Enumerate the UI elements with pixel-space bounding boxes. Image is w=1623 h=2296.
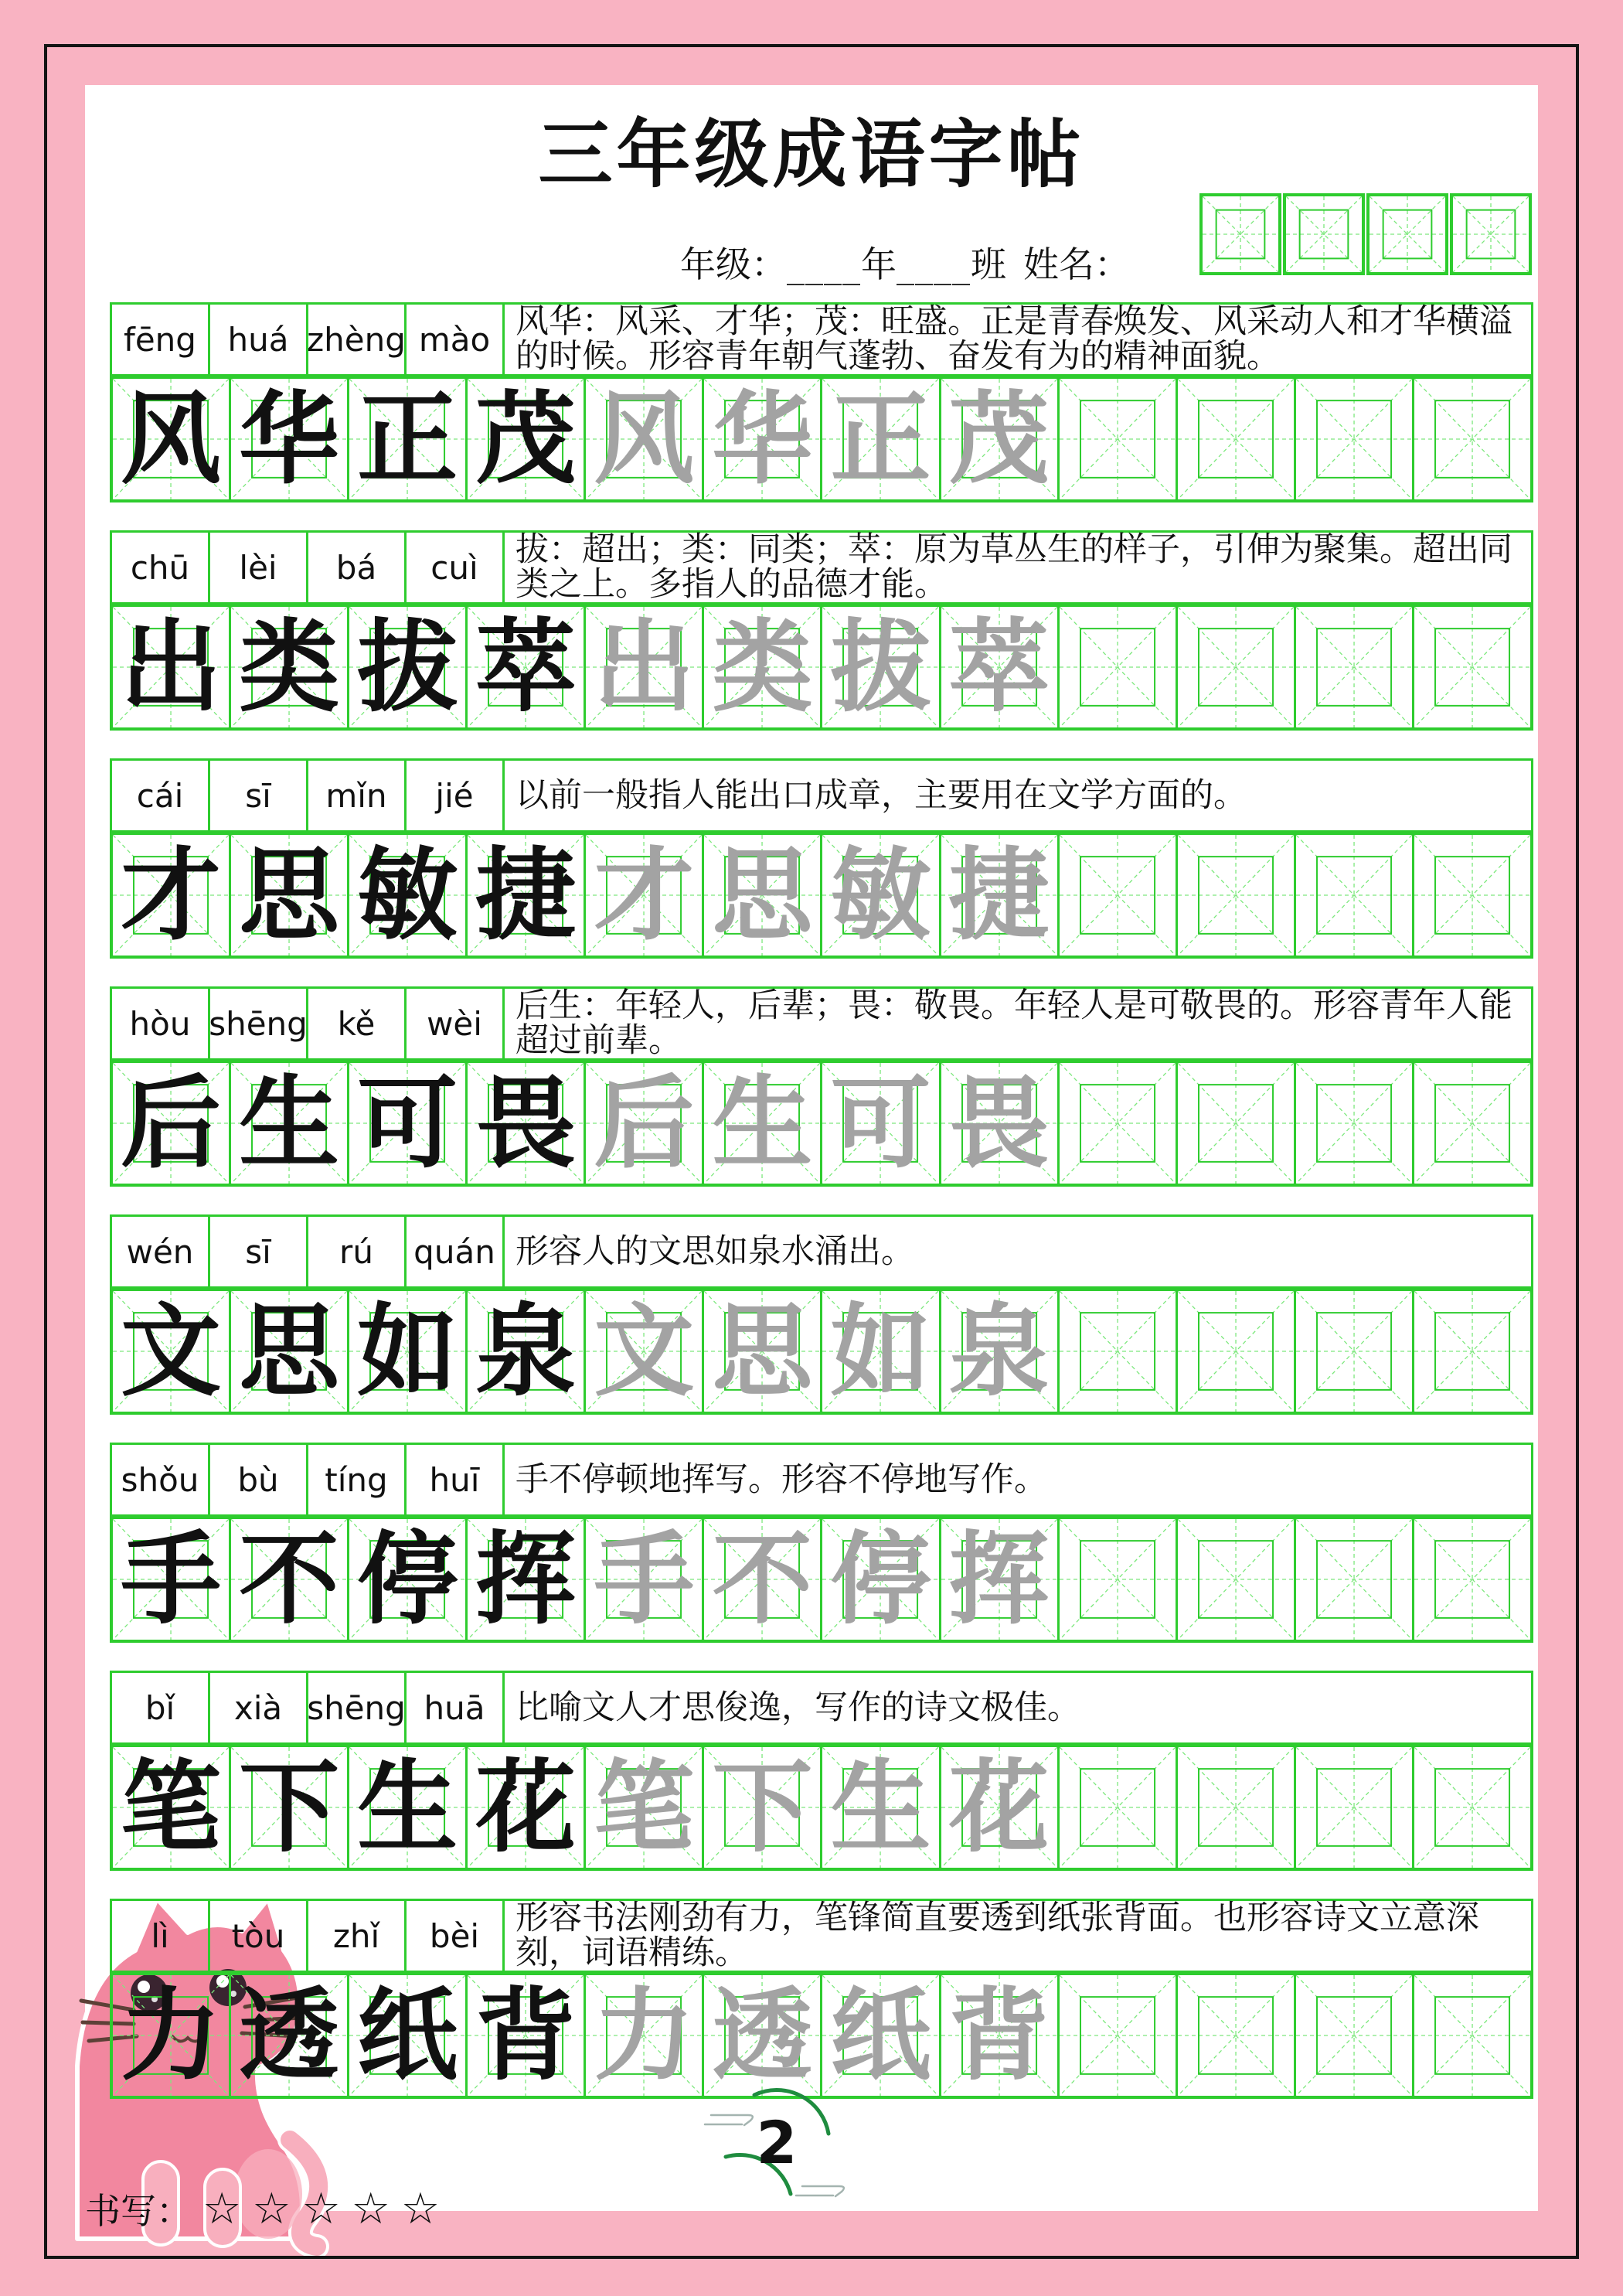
practice-cell <box>941 607 1060 727</box>
pinyin-label: xià <box>210 1673 308 1742</box>
trace-character: 文 <box>594 1292 695 1410</box>
name-grid-cell <box>1199 193 1281 275</box>
idiom-block <box>110 530 1533 731</box>
grid-guides-icon <box>1203 196 1278 272</box>
practice-cell <box>941 1975 1060 2096</box>
trace-character: 生 <box>830 1748 931 1866</box>
model-character: 下 <box>239 1748 340 1866</box>
grid-guides-icon <box>1178 607 1294 727</box>
practice-cell <box>468 1291 586 1412</box>
practice-cell <box>1178 1975 1296 2096</box>
model-character: 华 <box>239 380 340 498</box>
model-character: 才 <box>121 836 222 954</box>
model-character: 畏 <box>475 1064 577 1182</box>
practice-cell <box>1060 835 1178 956</box>
practice-cell <box>1296 607 1414 727</box>
pinyin-label: sī <box>210 761 308 830</box>
practice-cell <box>113 379 231 499</box>
grid-guides-icon <box>1178 1747 1294 1868</box>
block-header <box>110 986 1533 1061</box>
practice-cell <box>1296 1063 1414 1184</box>
practice-cell <box>1414 1975 1530 2096</box>
grid-guides-icon <box>1296 1519 1412 1640</box>
block-header <box>110 530 1533 605</box>
practice-cell <box>586 379 704 499</box>
desc-box <box>505 302 1531 376</box>
practice-cell <box>1414 1519 1530 1640</box>
grid-guides-icon <box>1178 1519 1294 1640</box>
practice-cell <box>349 1063 468 1184</box>
practice-cell <box>468 607 586 727</box>
practice-cell <box>468 1747 586 1868</box>
model-character: 挥 <box>475 1520 577 1638</box>
grid-guides-icon <box>1296 379 1412 499</box>
grid-guides-icon <box>1178 1975 1294 2096</box>
model-character: 后 <box>121 1064 222 1182</box>
model-character: 萃 <box>475 608 577 726</box>
desc-text: 形容人的文思如泉水涌出。 <box>515 1231 914 1271</box>
idiom-blocks <box>110 302 1533 2127</box>
practice-cell <box>1414 1747 1530 1868</box>
practice-cell <box>231 1291 349 1412</box>
page-number-ornament <box>703 2073 850 2213</box>
pinyin-label: hòu <box>112 989 210 1058</box>
model-character: 出 <box>121 608 222 726</box>
practice-cell <box>349 1747 468 1868</box>
idiom-block <box>110 1443 1533 1643</box>
practice-cell <box>822 607 941 727</box>
trace-character: 背 <box>948 1976 1050 2094</box>
practice-cell <box>468 1975 586 2096</box>
model-character: 泉 <box>475 1292 577 1410</box>
practice-cell <box>231 379 349 499</box>
model-character: 文 <box>121 1292 222 1410</box>
block-header <box>110 758 1533 833</box>
pinyin-label: mǐn <box>308 761 407 830</box>
footer-rating <box>85 2183 451 2234</box>
desc-box <box>505 761 1531 830</box>
practice-cell <box>113 1975 231 2096</box>
block-header <box>110 302 1533 376</box>
name-grid-cell <box>1450 193 1532 275</box>
grid-guides-icon <box>1060 835 1176 956</box>
trace-character: 可 <box>830 1064 931 1182</box>
practice-cell <box>1060 1291 1178 1412</box>
model-character: 停 <box>357 1520 458 1638</box>
name-line <box>680 237 1130 288</box>
trace-character: 手 <box>594 1520 695 1638</box>
page-number: 2 <box>756 2108 798 2177</box>
block-header <box>110 1443 1533 1517</box>
model-character: 生 <box>357 1748 458 1866</box>
practice-cell <box>113 1747 231 1868</box>
class-blank: ____ <box>897 244 971 285</box>
pinyin-label: huá <box>210 305 308 374</box>
grid-guides-icon <box>1286 196 1362 272</box>
practice-cell <box>1414 379 1530 499</box>
practice-cell <box>941 1747 1060 1868</box>
worksheet <box>85 85 1538 2234</box>
practice-cell <box>586 1747 704 1868</box>
grid-guides-icon <box>1370 196 1445 272</box>
grid-guides-icon <box>1060 1291 1176 1412</box>
grid-guides-icon <box>1414 379 1530 499</box>
practice-cell <box>704 1519 822 1640</box>
trace-character: 才 <box>594 836 695 954</box>
practice-cell <box>468 1063 586 1184</box>
trace-character: 敏 <box>830 836 931 954</box>
practice-cell <box>231 1975 349 2096</box>
trace-character: 停 <box>830 1520 931 1638</box>
pinyin-label: quán <box>407 1217 505 1286</box>
grid-guides-icon <box>1178 379 1294 499</box>
model-character: 笔 <box>121 1748 222 1866</box>
practice-cell <box>1178 379 1296 499</box>
grid-guides-icon <box>1296 1291 1412 1412</box>
trace-character: 正 <box>830 380 931 498</box>
trace-character: 花 <box>948 1748 1050 1866</box>
grid-guides-icon <box>1178 1063 1294 1184</box>
block-header <box>110 1671 1533 1745</box>
practice-cell <box>586 1291 704 1412</box>
practice-cell <box>1060 1519 1178 1640</box>
grid-guides-icon <box>1060 1519 1176 1640</box>
trace-character: 泉 <box>948 1292 1050 1410</box>
practice-row <box>110 1289 1533 1415</box>
trace-character: 透 <box>712 1976 813 2094</box>
practice-row <box>110 1061 1533 1187</box>
class-label: 班 <box>971 244 1006 285</box>
pinyin-label: wèi <box>407 989 505 1058</box>
pinyin-label: shēng <box>210 989 308 1058</box>
practice-cell <box>113 1291 231 1412</box>
model-character: 捷 <box>475 836 577 954</box>
practice-cell <box>1178 607 1296 727</box>
grid-guides-icon <box>1060 1747 1176 1868</box>
practice-cell <box>586 835 704 956</box>
practice-cell <box>1060 1747 1178 1868</box>
trace-character: 出 <box>594 608 695 726</box>
grid-guides-icon <box>1178 1291 1294 1412</box>
grid-guides-icon <box>1178 835 1294 956</box>
practice-cell <box>1296 835 1414 956</box>
model-character: 手 <box>121 1520 222 1638</box>
idiom-block <box>110 302 1533 502</box>
model-character: 茂 <box>475 380 577 498</box>
pinyin-label: shēng <box>308 1673 407 1742</box>
desc-box <box>505 1901 1531 1971</box>
practice-cell <box>1296 1747 1414 1868</box>
grade-blank: ____ <box>787 244 861 285</box>
practice-cell <box>1296 1519 1414 1640</box>
grid-guides-icon <box>1060 1975 1176 2096</box>
pinyin-label: sī <box>210 1217 308 1286</box>
practice-cell <box>822 1291 941 1412</box>
idiom-block <box>110 758 1533 959</box>
model-character: 敏 <box>357 836 458 954</box>
grid-guides-icon <box>1060 1063 1176 1184</box>
practice-cell <box>941 1291 1060 1412</box>
practice-cell <box>349 1975 468 2096</box>
practice-cell <box>1414 1291 1530 1412</box>
trace-character: 风 <box>594 380 695 498</box>
practice-cell <box>822 379 941 499</box>
model-character: 生 <box>239 1064 340 1182</box>
practice-cell <box>704 835 822 956</box>
practice-cell <box>941 835 1060 956</box>
practice-row <box>110 605 1533 731</box>
desc-box <box>505 1445 1531 1514</box>
name-grid-cell <box>1283 193 1365 275</box>
practice-cell <box>1414 1063 1530 1184</box>
model-character: 力 <box>121 1976 222 2094</box>
trace-character: 后 <box>594 1064 695 1182</box>
practice-cell <box>349 379 468 499</box>
worksheet-title: 三年级成语字帖 <box>538 111 1085 198</box>
grid-guides-icon <box>1060 379 1176 499</box>
practice-cell <box>1296 379 1414 499</box>
model-character: 拔 <box>357 608 458 726</box>
practice-cell <box>231 835 349 956</box>
pinyin-label: lì <box>112 1901 210 1971</box>
desc-text: 后生：年轻人，后辈；畏：敬畏。年轻人是可敬畏的。形容青年人能超过前辈。 <box>515 986 1512 1060</box>
practice-cell <box>822 1519 941 1640</box>
pinyin-label: tíng <box>308 1445 407 1514</box>
cloud-icon <box>705 2115 753 2125</box>
trace-character: 纸 <box>830 1976 931 2094</box>
practice-cell <box>822 1063 941 1184</box>
practice-cell <box>113 1519 231 1640</box>
grid-guides-icon <box>1414 607 1530 727</box>
pinyin-label: cuì <box>407 533 505 602</box>
practice-cell <box>349 1291 468 1412</box>
pinyin-label: bǐ <box>112 1673 210 1742</box>
practice-cell <box>941 1063 1060 1184</box>
practice-cell <box>231 1063 349 1184</box>
pinyin-label: mào <box>407 305 505 374</box>
desc-text: 以前一般指人能出口成章，主要用在文学方面的。 <box>515 775 1247 815</box>
practice-cell <box>113 835 231 956</box>
trace-character: 类 <box>712 608 813 726</box>
cloud-icon <box>796 2186 844 2196</box>
trace-character: 下 <box>712 1748 813 1866</box>
trace-character: 生 <box>712 1064 813 1182</box>
grid-guides-icon <box>1414 1747 1530 1868</box>
practice-cell <box>1178 1291 1296 1412</box>
practice-row <box>110 376 1533 502</box>
grid-guides-icon <box>1414 835 1530 956</box>
trace-character: 笔 <box>594 1748 695 1866</box>
grid-guides-icon <box>1414 1063 1530 1184</box>
name-label: 姓名： <box>1023 244 1130 285</box>
pinyin-label: rú <box>308 1217 407 1286</box>
practice-cell <box>822 1747 941 1868</box>
desc-text: 形容书法刚劲有力，笔锋简直要透到纸张背面。也形容诗文立意深刻，词语精练。 <box>515 1899 1479 1972</box>
trace-character: 萃 <box>948 608 1050 726</box>
desc-box <box>505 1673 1531 1742</box>
trace-character: 捷 <box>948 836 1050 954</box>
rating-stars: ☆☆☆☆☆ <box>202 2183 451 2234</box>
practice-cell <box>1414 835 1530 956</box>
pinyin-label: bù <box>210 1445 308 1514</box>
practice-cell <box>822 835 941 956</box>
grid-guides-icon <box>1414 1975 1530 2096</box>
model-character: 思 <box>239 1292 340 1410</box>
trace-character: 不 <box>712 1520 813 1638</box>
pinyin-label: bá <box>308 533 407 602</box>
desc-box <box>505 986 1531 1060</box>
grid-guides-icon <box>1060 607 1176 727</box>
practice-cell <box>586 607 704 727</box>
desc-box <box>505 1217 1531 1286</box>
practice-cell <box>704 379 822 499</box>
desc-text: 比喻文人才思俊逸，写作的诗文极佳。 <box>515 1688 1080 1727</box>
grid-guides-icon <box>1296 607 1412 727</box>
practice-row <box>110 1517 1533 1643</box>
pinyin-label: lèi <box>210 533 308 602</box>
practice-cell <box>586 1063 704 1184</box>
grid-guides-icon <box>1414 1291 1530 1412</box>
idiom-block <box>110 1214 1533 1415</box>
model-character: 花 <box>475 1748 577 1866</box>
pinyin-label: chū <box>112 533 210 602</box>
model-character: 风 <box>121 380 222 498</box>
practice-cell <box>1178 1063 1296 1184</box>
idiom-block <box>110 1899 1533 2099</box>
practice-cell <box>468 835 586 956</box>
practice-cell <box>113 607 231 727</box>
model-character: 类 <box>239 608 340 726</box>
practice-cell <box>349 835 468 956</box>
block-header <box>110 1214 1533 1289</box>
practice-cell <box>586 1519 704 1640</box>
idiom-block <box>110 986 1533 1187</box>
desc-text: 风华：风采、才华；茂：旺盛。正是青春焕发、风采动人和才华横溢的时候。形容青年朝气蓬勃、奋发有为的精神面貌。 <box>515 302 1512 376</box>
practice-cell <box>1296 1975 1414 2096</box>
trace-character: 思 <box>712 1292 813 1410</box>
pinyin-label: huī <box>407 1445 505 1514</box>
pinyin-label: bèi <box>407 1901 505 1971</box>
grid-guides-icon <box>1296 1747 1412 1868</box>
practice-cell <box>1414 607 1530 727</box>
practice-cell <box>586 1975 704 2096</box>
practice-cell <box>941 1519 1060 1640</box>
trace-character: 如 <box>830 1292 931 1410</box>
practice-cell <box>468 1519 586 1640</box>
model-character: 可 <box>357 1064 458 1182</box>
practice-cell <box>704 1747 822 1868</box>
practice-cell <box>1060 607 1178 727</box>
practice-cell <box>231 1747 349 1868</box>
grid-guides-icon <box>1296 1975 1412 2096</box>
practice-cell <box>1178 835 1296 956</box>
grid-guides-icon <box>1414 1519 1530 1640</box>
trace-character: 挥 <box>948 1520 1050 1638</box>
practice-cell <box>1178 1519 1296 1640</box>
pinyin-label: wén <box>112 1217 210 1286</box>
practice-cell <box>1060 1063 1178 1184</box>
pinyin-label: cái <box>112 761 210 830</box>
model-character: 透 <box>239 1976 340 2094</box>
pinyin-label: tòu <box>210 1901 308 1971</box>
model-character: 背 <box>475 1976 577 2094</box>
rating-label: 书写： <box>85 2190 192 2232</box>
grid-guides-icon <box>1296 835 1412 956</box>
practice-row <box>110 833 1533 959</box>
practice-cell <box>704 1063 822 1184</box>
grid-guides-icon <box>1453 196 1529 272</box>
practice-cell <box>349 1519 468 1640</box>
practice-cell <box>231 1519 349 1640</box>
practice-cell <box>941 379 1060 499</box>
model-character: 思 <box>239 836 340 954</box>
practice-cell <box>1178 1747 1296 1868</box>
practice-cell <box>231 607 349 727</box>
practice-cell <box>1060 1975 1178 2096</box>
practice-cell <box>113 1063 231 1184</box>
model-character: 不 <box>239 1520 340 1638</box>
pinyin-label: huā <box>407 1673 505 1742</box>
pinyin-label: zhèng <box>308 305 407 374</box>
trace-character: 华 <box>712 380 813 498</box>
name-grid-cell <box>1366 193 1448 275</box>
practice-cell <box>704 1291 822 1412</box>
practice-cell <box>1296 1291 1414 1412</box>
grade-label: 年级： <box>680 244 787 285</box>
name-grid <box>1198 193 1532 275</box>
desc-text: 手不停顿地挥写。形容不停地写作。 <box>515 1460 1047 1499</box>
practice-cell <box>704 607 822 727</box>
grid-guides-icon <box>1296 1063 1412 1184</box>
model-character: 如 <box>357 1292 458 1410</box>
idiom-block <box>110 1671 1533 1871</box>
trace-character: 思 <box>712 836 813 954</box>
pinyin-label: jié <box>407 761 505 830</box>
model-character: 纸 <box>357 1976 458 2094</box>
pinyin-label: kě <box>308 989 407 1058</box>
practice-cell <box>468 379 586 499</box>
model-character: 正 <box>357 380 458 498</box>
practice-cell <box>1060 379 1178 499</box>
block-header <box>110 1899 1533 1973</box>
year-label: 年 <box>861 244 897 285</box>
trace-character: 茂 <box>948 380 1050 498</box>
trace-character: 拔 <box>830 608 931 726</box>
pinyin-label: fēng <box>112 305 210 374</box>
desc-text: 拔：超出；类：同类；萃：原为草丛生的样子，引伸为聚集。超出同类之上。多指人的品德才能。 <box>515 530 1512 604</box>
trace-character: 力 <box>594 1976 695 2094</box>
pinyin-label: zhǐ <box>308 1901 407 1971</box>
trace-character: 畏 <box>948 1064 1050 1182</box>
practice-row <box>110 1745 1533 1871</box>
pinyin-label: shǒu <box>112 1445 210 1514</box>
practice-cell <box>349 607 468 727</box>
desc-box <box>505 530 1531 604</box>
